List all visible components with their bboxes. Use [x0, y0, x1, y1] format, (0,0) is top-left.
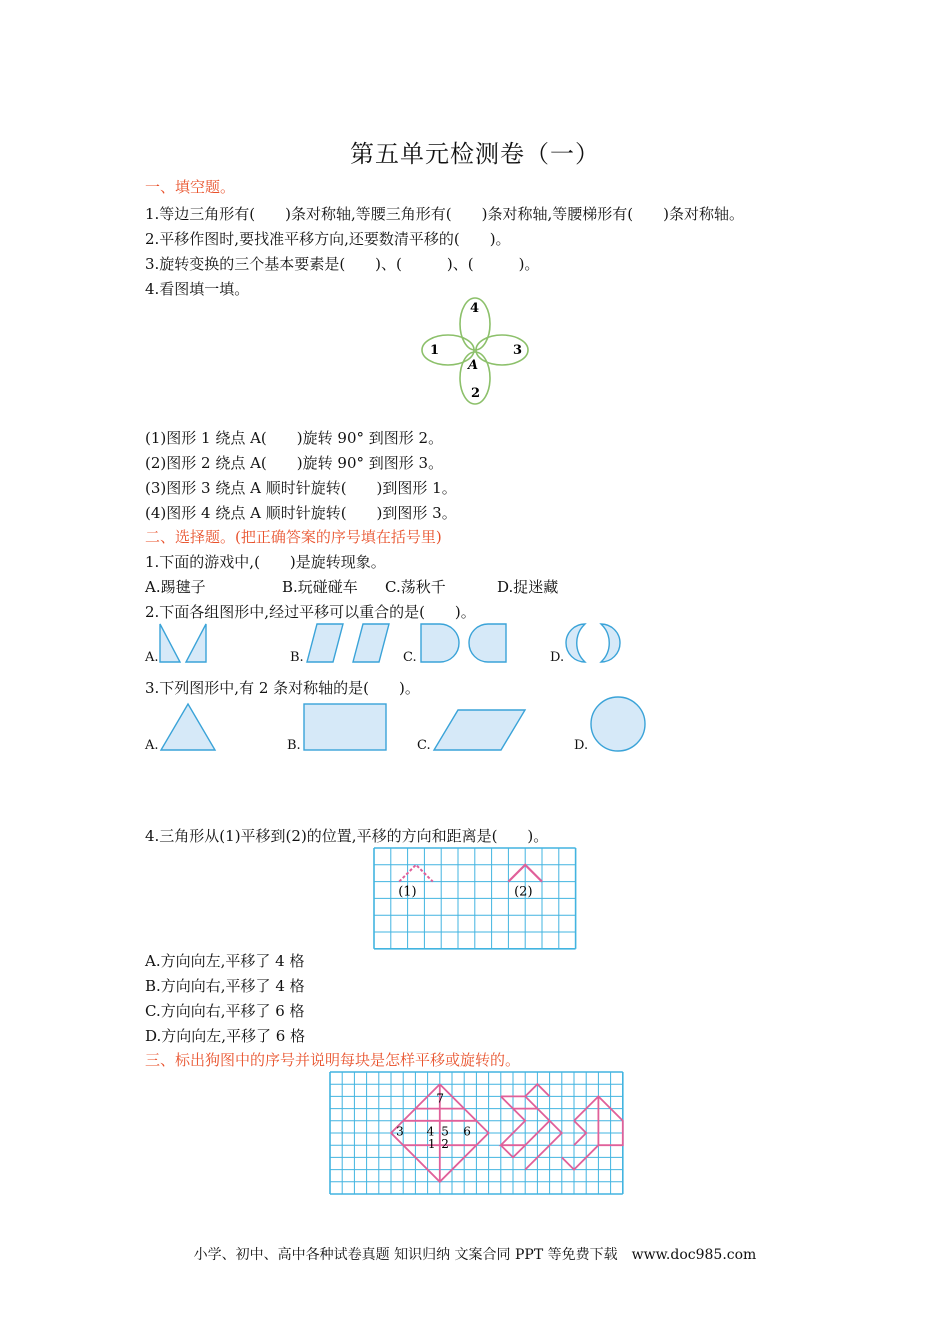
s2-q1-option-a: A.踢毽子: [145, 578, 206, 596]
s2-question-4: 4.三角形从(1)平移到(2)的位置,平移的方向和距离是( )。: [145, 827, 549, 845]
s2-q3-circle: [588, 694, 648, 754]
s2-q2-figure-b: [305, 622, 395, 664]
page-footer: 小学、初中、高中各种试卷真题 知识归纳 文案合同 PPT 等免费下载 www.doc985.com: [193, 1247, 757, 1263]
s2-question-1: 1.下面的游戏中,( )是旋转现象。: [145, 553, 386, 571]
s2-q4-option-b: B.方向向右,平移了 4 格: [145, 977, 305, 995]
s1-sub-1: (1)图形 1 绕点 A( )旋转 90° 到图形 2。: [145, 429, 444, 447]
section3-heading: 三、标出狗图中的序号并说明每块是怎样平移或旋转的。: [145, 1051, 521, 1069]
s2-q1-option-c: C.荡秋千: [385, 578, 446, 596]
s2-q3-parallelogram: [432, 708, 528, 752]
s2-q2-label-d: D.: [550, 650, 565, 665]
dog-piece-label: 3: [396, 1124, 404, 1139]
dog-piece-label: 4: [426, 1124, 435, 1139]
s2-q3-label-c: C.: [417, 738, 431, 753]
leaf-label-A: A: [468, 358, 479, 373]
translation-grid: [373, 847, 578, 944]
s2-q2-figure-a: [158, 622, 210, 664]
triangle-1-dashed: [399, 865, 433, 882]
dog-piece-label: 7: [436, 1091, 445, 1106]
s2-q3-triangle: [159, 702, 217, 752]
leaf-label-2: 2: [471, 386, 481, 401]
s2-q3-label-a: A.: [145, 738, 159, 753]
s1-sub-3: (3)图形 3 绕点 A 顺时针旋转( )到图形 1。: [145, 479, 457, 497]
s2-q4-option-a: A.方向向左,平移了 4 格: [145, 952, 305, 970]
s1-question-3: 3.旋转变换的三个基本要素是( )、( )、( )。: [145, 255, 540, 273]
s1-sub-4: (4)图形 4 绕点 A 顺时针旋转( )到图形 3。: [145, 504, 457, 522]
dog-puzzle-grid: [329, 1071, 622, 1198]
s1-question-2: 2.平移作图时,要找准平移方向,还要数清平移的( )。: [145, 230, 511, 248]
s2-q4-option-d: D.方向向左,平移了 6 格: [145, 1027, 306, 1045]
leaf-label-3: 3: [513, 343, 523, 358]
dog-piece-label: 1: [427, 1136, 436, 1151]
s1-sub-2: (2)图形 2 绕点 A( )旋转 90° 到图形 3。: [145, 454, 444, 472]
rotation-leaf-figure: [420, 296, 530, 406]
page-title: 第五单元检测卷（一）: [350, 140, 600, 168]
s2-q2-label-b: B.: [290, 650, 304, 665]
dog-piece-label: 5: [441, 1124, 449, 1139]
s2-q3-label-d: D.: [574, 738, 589, 753]
leaf-label-1: 1: [430, 343, 440, 358]
s2-q1-option-d: D.捉迷藏: [497, 578, 559, 596]
dog-piece-label: 6: [463, 1124, 471, 1139]
s2-question-2: 2.下面各组图形中,经过平移可以重合的是( )。: [145, 603, 476, 621]
leaf-label-4: 4: [470, 301, 480, 316]
s1-question-1: 1.等边三角形有( )条对称轴,等腰三角形有( )条对称轴,等腰梯形有( )条对称轴。: [145, 205, 744, 223]
s2-q3-label-b: B.: [287, 738, 301, 753]
grid-label-1: (1): [398, 884, 417, 900]
section1-heading: 一、填空题。: [145, 178, 236, 196]
section2-heading: 二、选择题。(把正确答案的序号填在括号里): [145, 528, 442, 546]
s2-q2-label-a: A.: [145, 650, 159, 665]
s1-question-4: 4.看图填一填。: [145, 280, 250, 298]
s2-question-3: 3.下列图形中,有 2 条对称轴的是( )。: [145, 679, 420, 697]
s2-q2-figure-c: [418, 622, 514, 664]
grid-label-2: (2): [514, 884, 533, 900]
s2-q1-option-b: B.玩碰碰车: [282, 578, 358, 596]
s2-q3-rectangle: [302, 702, 388, 752]
s2-q2-label-c: C.: [403, 650, 417, 665]
s2-q2-figure-d: [563, 622, 625, 664]
s2-q4-option-c: C.方向向右,平移了 6 格: [145, 1002, 305, 1020]
dog-piece-label: 2: [441, 1136, 449, 1151]
